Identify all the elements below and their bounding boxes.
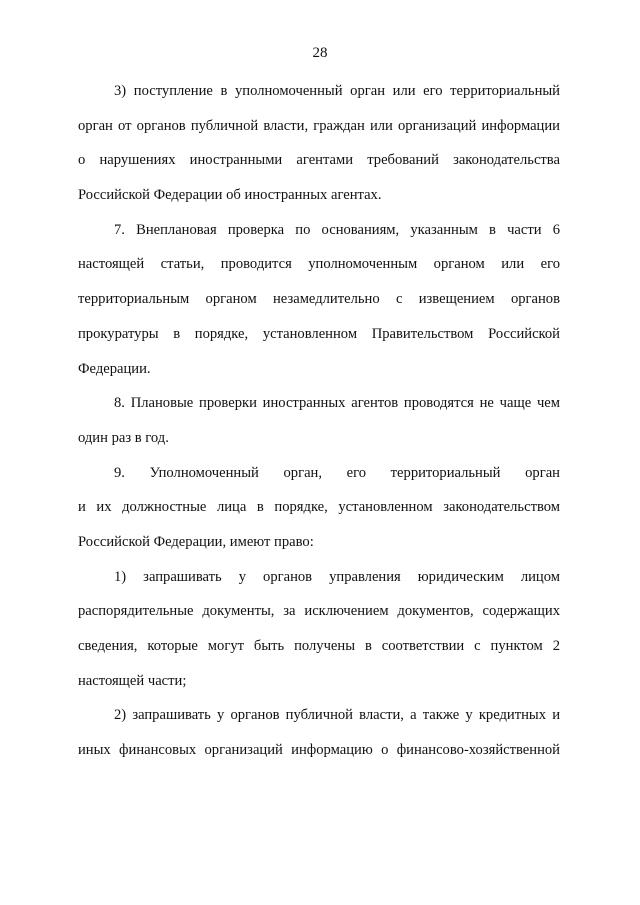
text-line: 3) поступление в уполномоченный орган или его территориальный xyxy=(114,83,560,99)
text-line: прокуратуры в порядке, установленном Правительством Российской xyxy=(78,325,560,342)
body-text xyxy=(78,80,560,774)
text-line: иных финансовых организаций информацию о финансово-хозяйственной xyxy=(78,742,560,759)
text-line: Российской Федерации, имеют право: xyxy=(78,533,314,550)
text-line: один раз в год. xyxy=(78,429,169,446)
page-number: 28 xyxy=(312,45,328,61)
text-line: 7. Внеплановая проверка по основаниям, указанным в части 6 xyxy=(114,221,560,238)
text-line: о нарушениях иностранными агентами требований законодательства xyxy=(78,152,560,169)
text-line: орган от органов публичной власти, граждан или организаций информации xyxy=(78,117,560,134)
text-line: настоящей статьи, проводится уполномоченным органом или его xyxy=(78,256,560,273)
text-line: настоящей части; xyxy=(78,672,187,689)
text-line: Российской Федерации об иностранных агентах. xyxy=(78,187,382,204)
text-line: 2) запрашивать у органов публичной власти, а также у кредитных и xyxy=(114,707,560,724)
text-line: 9. Уполномоченный орган, его территориальный орган xyxy=(114,464,560,481)
text-line: и их должностные лица в порядке, установленном законодательством xyxy=(78,499,560,516)
text-line: распорядительные документы, за исключением документов, содержащих xyxy=(78,603,560,620)
text-line: 8. Плановые проверки иностранных агентов проводятся не чаще чем xyxy=(114,395,560,412)
text-line: сведения, которые могут быть получены в соответствии с пунктом 2 xyxy=(78,638,560,654)
text-line: территориальным органом незамедлительно с извещением органов xyxy=(78,291,560,308)
text-line: 1) запрашивать у органов управления юридическим лицом xyxy=(114,568,560,585)
text-line: Федерации. xyxy=(78,360,151,377)
